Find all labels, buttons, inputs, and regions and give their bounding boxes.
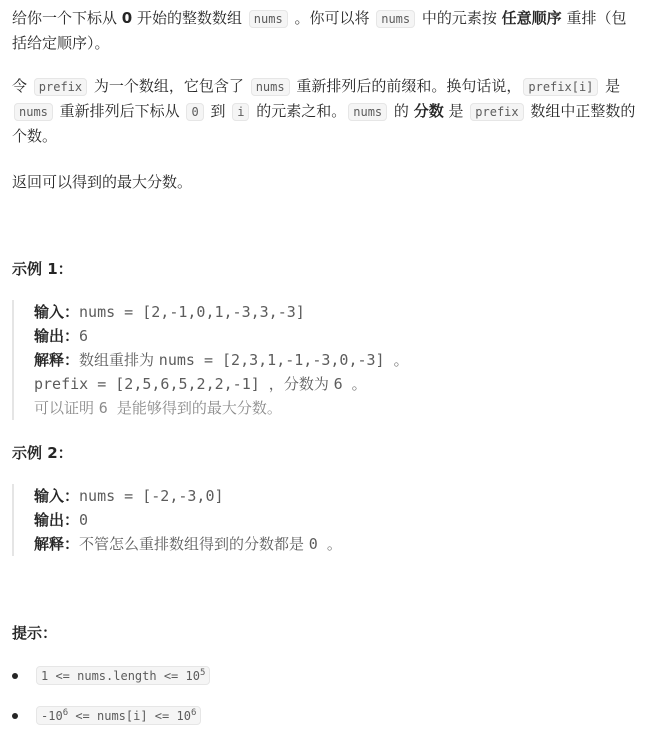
text: 是能够得到的最大分数。 <box>116 399 282 417</box>
text: 是 <box>600 77 621 95</box>
inline-code: nums <box>376 10 415 28</box>
example-2-title: 示例 2： <box>12 444 73 462</box>
output-label: 输出： <box>34 327 80 345</box>
input-label: 输入： <box>34 487 80 505</box>
inline-code: prefix <box>470 103 523 121</box>
inline-code <box>36 706 201 725</box>
text: 重新排列后的前缀和。换句话说， <box>291 77 522 95</box>
inline-code: nums <box>348 103 387 121</box>
text: 6 。 <box>333 375 367 393</box>
inline-code: prefix[i] <box>523 78 598 96</box>
text: <= nums[i] <= 10 <box>68 709 191 723</box>
text: 到 <box>205 102 231 120</box>
inline-code: nums <box>251 78 290 96</box>
superscript: 6 <box>190 708 197 718</box>
text: 。你可以将 <box>289 9 375 27</box>
text: -10 <box>41 709 63 723</box>
text: 的 <box>389 102 414 120</box>
constraint-item-2 <box>12 706 203 725</box>
text: 可以证明 <box>34 399 99 417</box>
inline-code <box>36 666 210 685</box>
inline-code: i <box>232 103 249 121</box>
text: 重新排列后下标从 <box>54 102 185 120</box>
text: 数组重排为 <box>79 351 159 369</box>
text: 中的元素按 <box>417 9 502 27</box>
text: 令 <box>12 77 32 95</box>
text: nums = [2,3,1,-1,-3,0,-3] 。 <box>158 351 409 369</box>
problem-statement-p3 <box>12 170 641 194</box>
text: 分数为 <box>283 375 334 393</box>
text: 重排（包括给定顺序）。 <box>12 9 627 52</box>
text: 0 。 <box>308 535 342 553</box>
output-label: 输出： <box>34 511 80 529</box>
bold-text: 任意顺序 <box>501 9 562 27</box>
text: 为一个数组，它包含了 <box>89 77 249 95</box>
text: 数组中正整数的个数。 <box>12 102 636 145</box>
text: 6 <box>98 399 117 417</box>
bullet-icon <box>12 713 18 719</box>
hint-title: 提示： <box>12 624 58 642</box>
text: 返回可以得到的最大分数。 <box>12 173 193 191</box>
problem-statement-p1 <box>12 6 641 55</box>
text: 给你一个下标从 <box>12 9 122 27</box>
input-label: 输入： <box>34 303 80 321</box>
example-1-title: 示例 1： <box>12 260 73 278</box>
text: prefix = [2,5,6,5,2,2,-1] ， <box>34 375 284 393</box>
bold-text: 0 <box>121 9 133 27</box>
output-value: 6 <box>79 327 89 345</box>
example-1-block <box>12 300 534 420</box>
example-2-block <box>12 484 534 556</box>
inline-code: nums <box>249 10 288 28</box>
text: 是 <box>443 102 469 120</box>
superscript: 5 <box>199 668 206 678</box>
input-value: nums = [-2,-3,0] <box>79 487 224 505</box>
inline-code: prefix <box>34 78 87 96</box>
text: 1 <= nums.length <= 10 <box>41 669 200 683</box>
explanation-label: 解释： <box>34 351 80 369</box>
explanation-label: 解释： <box>34 535 80 553</box>
constraint-item-1 <box>12 666 212 685</box>
output-value: 0 <box>79 511 89 529</box>
bold-text: 分数 <box>413 102 444 120</box>
bullet-icon <box>12 673 18 679</box>
inline-code: 0 <box>186 103 203 121</box>
text: 开始的整数数组 <box>132 9 247 27</box>
problem-statement-p2 <box>12 74 641 148</box>
inline-code: nums <box>14 103 53 121</box>
text: 不管怎么重排数组得到的分数都是 <box>79 535 309 553</box>
text: 的元素之和。 <box>251 102 347 120</box>
superscript: 6 <box>62 708 69 718</box>
input-value: nums = [2,-1,0,1,-3,3,-3] <box>79 303 305 321</box>
